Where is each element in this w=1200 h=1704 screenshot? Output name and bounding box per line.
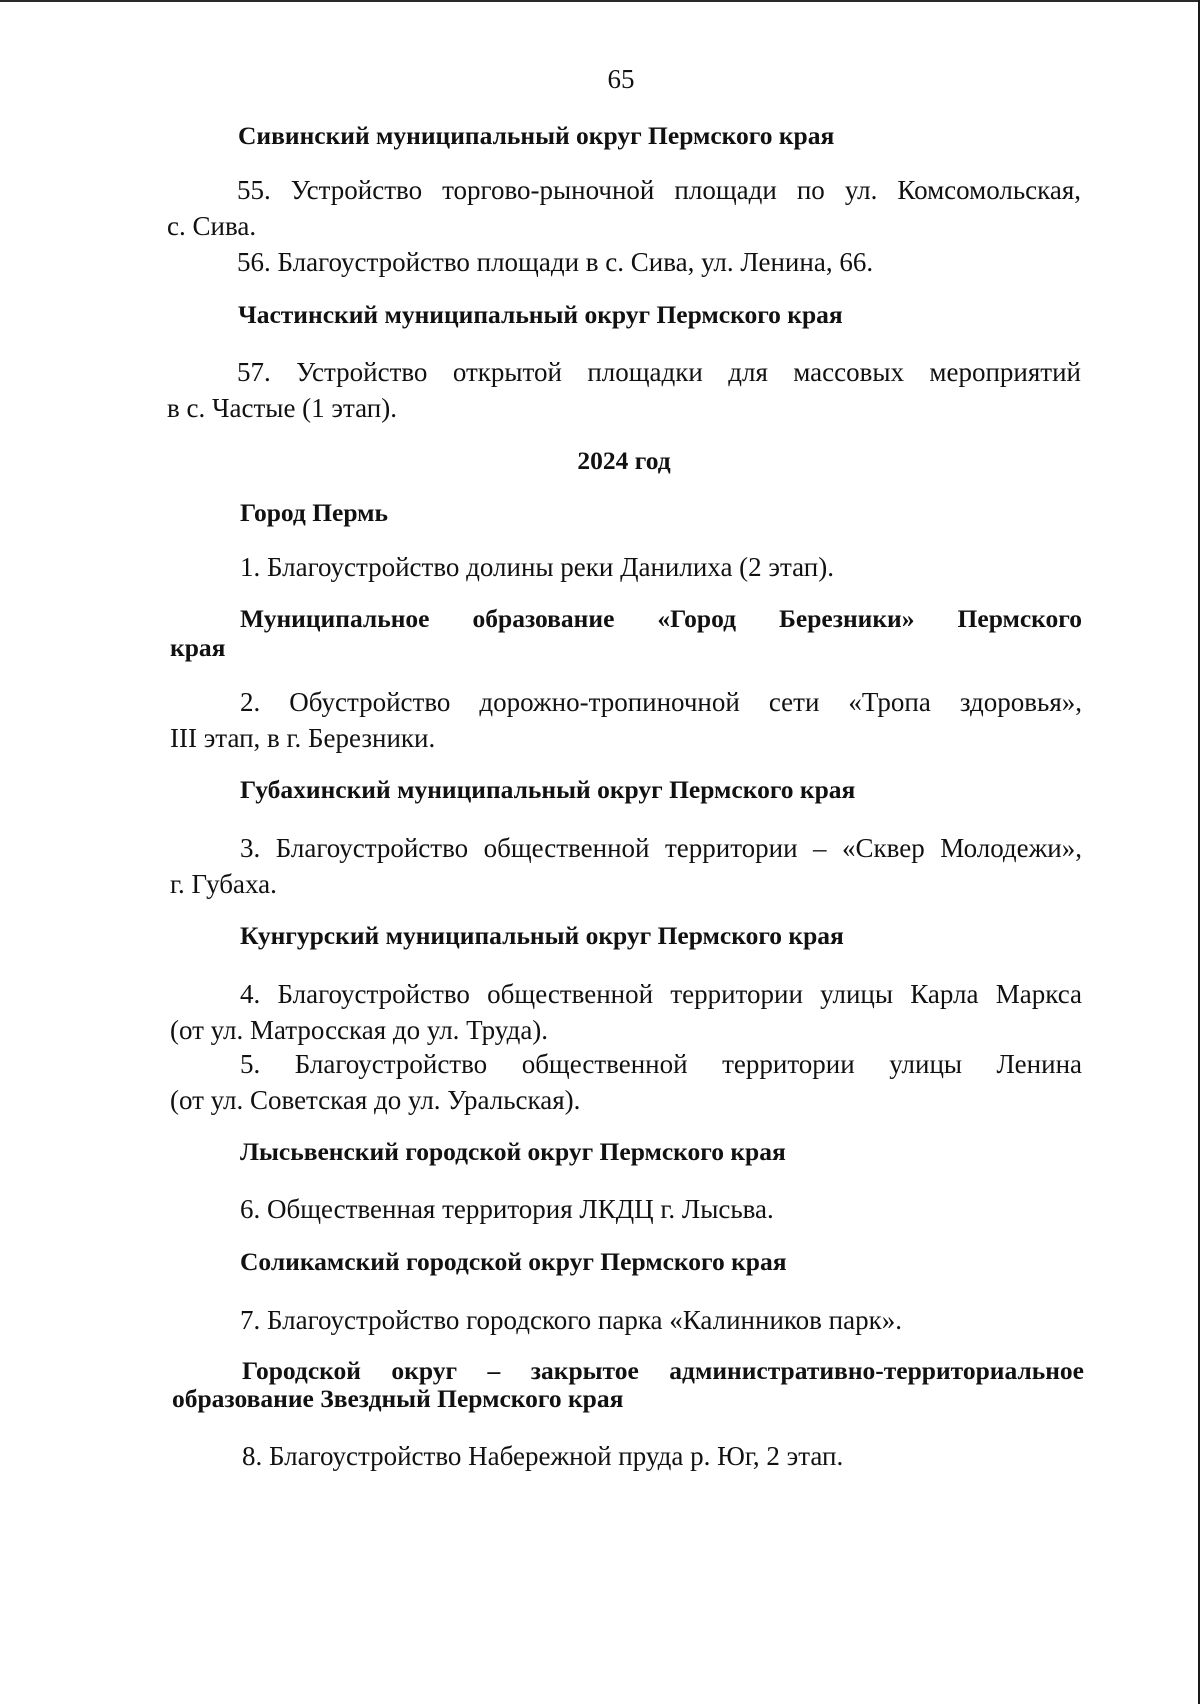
list-item-7-line1: 7. Благоустройство городского парка «Калинников парк». xyxy=(240,1305,902,1335)
list-item-6-line1: 6. Общественная территория ЛКДЦ г. Лысьва. xyxy=(240,1194,774,1224)
page-number: 65 xyxy=(607,64,635,94)
list-item-5-line2: (от ул. Советская до ул. Уральская). xyxy=(170,1085,581,1115)
section-heading-lysva: Лысьвенский городской округ Пермского края xyxy=(240,1137,786,1166)
list-item-55 xyxy=(167,172,1081,244)
section-heading-perm: Город Пермь xyxy=(240,498,389,527)
list-item-5 xyxy=(170,1046,1082,1118)
list-item-2 xyxy=(170,684,1082,756)
list-item-4-line2: (от ул. Матросская до ул. Труда). xyxy=(170,1015,549,1045)
list-item-8-line1: 8. Благоустройство Набережной пруда р. Юг, 2 этап. xyxy=(242,1441,844,1471)
section-heading-zvezdny xyxy=(242,1355,1084,1386)
list-item-2-line2: III этап, в г. Березники. xyxy=(170,723,436,753)
section-heading-solikamsk: Соликамский городской округ Пермского края xyxy=(240,1247,787,1276)
scan-top-edge xyxy=(0,0,1200,2)
list-item-55-line1: 55. Устройство торгово-рыночной площади по ул. Комсомольская, xyxy=(237,175,1081,205)
list-item-2-line1: 2. Обустройство дорожно-тропиночной сети «Тропа здоровья», xyxy=(240,687,1082,717)
list-item-6 xyxy=(170,1191,1082,1227)
list-item-4 xyxy=(170,976,1082,1048)
list-item-7 xyxy=(170,1302,1082,1338)
section-heading-zvezdny-line1: Городской округ – закрытое административно-территориальное xyxy=(242,1356,1084,1385)
list-item-57 xyxy=(167,354,1081,426)
list-item-3 xyxy=(170,830,1082,902)
list-item-1 xyxy=(170,549,1082,585)
list-item-3-line2: г. Губаха. xyxy=(170,869,277,899)
list-item-55-line2: с. Сива. xyxy=(167,211,257,241)
section-heading-sivinsky: Сивинский муниципальный округ Пермского края xyxy=(238,121,835,150)
list-item-56 xyxy=(167,244,1081,280)
section-heading-kungur: Кунгурский муниципальный округ Пермского края xyxy=(240,921,844,950)
section-heading-berezniki-line1: Муниципальное образование «Город Березники» Пермского xyxy=(240,604,1082,633)
list-item-1-line1: 1. Благоустройство долины реки Данилиха (2 этап). xyxy=(240,552,834,582)
section-heading-chastinsky: Частинский муниципальный округ Пермского края xyxy=(238,300,843,329)
section-heading-berezniki xyxy=(240,603,1082,634)
list-item-57-line1: 57. Устройство открытой площадки для массовых мероприятий xyxy=(237,357,1081,387)
list-item-5-line1: 5. Благоустройство общественной территории улицы Ленина xyxy=(240,1049,1082,1079)
section-heading-gubakha: Губахинский муниципальный округ Пермского края xyxy=(240,775,856,804)
list-item-57-line2: в с. Частые (1 этап). xyxy=(167,393,397,423)
list-item-4-line1: 4. Благоустройство общественной территории улицы Карла Маркса xyxy=(240,979,1082,1009)
year-heading: 2024 год xyxy=(577,446,671,475)
section-heading-zvezdny-line2: образование Звездный Пермского края xyxy=(172,1384,624,1413)
section-heading-berezniki-line2: края xyxy=(170,633,226,662)
list-item-56-line1: 56. Благоустройство площади в с. Сива, ул. Ленина, 66. xyxy=(237,247,874,277)
list-item-8 xyxy=(172,1438,1084,1474)
list-item-3-line1: 3. Благоустройство общественной территории – «Сквер Молодежи», xyxy=(240,833,1082,863)
